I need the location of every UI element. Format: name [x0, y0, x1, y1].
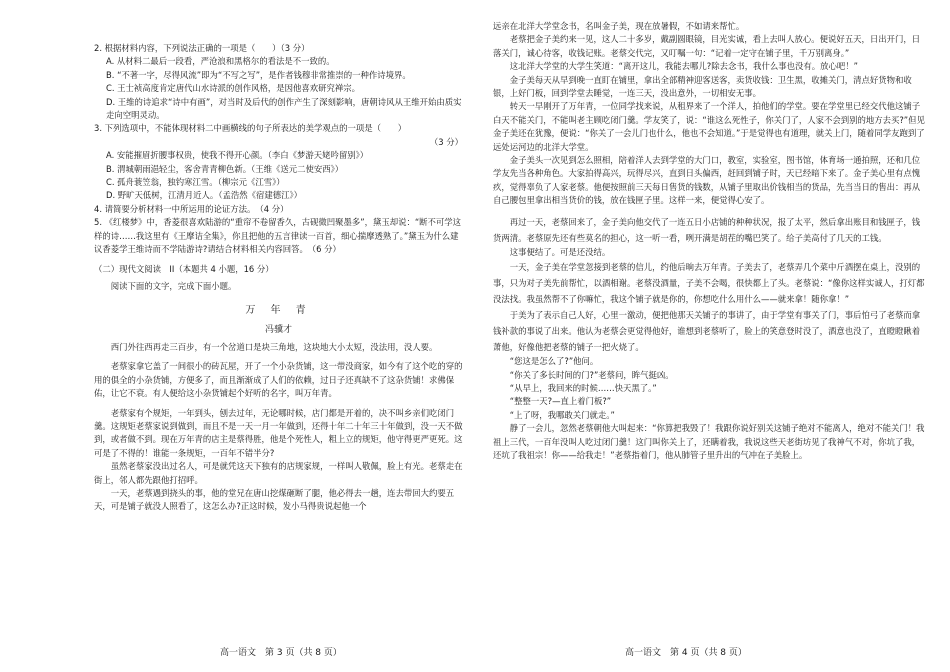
question-3-option-b: B. 渭城朝雨浥轻尘，客舍青青柳色新。（王维《送元二使安西》）: [106, 163, 344, 174]
story-paragraph-5: 一天，老蔡遇到挠头的事，他的堂兄在唐山挖煤砸断了腿，他必得去一趟，连去带回大约要五天，可是铺子就没人照看了，这怎么办?正这时候，发小马得贵说起他一个: [94, 487, 455, 512]
story-paragraph-16: 静了一会儿，忽然老蔡朝他大叫起来：“你算把我毁了！我跟你说好别关这铺子绝对不能离人，绝对不能关门！我祖上三代，一百年没叫人吃过闭门羹！这门叫你关上了，还瞒着我，我说这些天老街坊见了我神气不对，你坑了我，还坑了我祖宗！你——给我走！”老蔡指着门，他从肺管子里升出的气冲在子美脸上。: [493, 423, 925, 460]
story-title: 万 年 青: [245, 304, 312, 316]
dialogue-line-2: “你关了多长时间的门?”老蔡问，眸气挺凶。: [509, 369, 674, 380]
section-heading: （二）现代文阅读 II（本题共 4 小题，16 分）: [94, 263, 274, 274]
story-paragraph-3: 老蔡家有个规矩，一年到头，刨去过年，无论哪时候，店门都是开着的，决不叫乡亲们吃闭门羹。这规矩老蔡家说到做到，而且不是一天一月一年做到，还得十年二十年三十年做到，没一天不做到，或者做不到。现在万年青的店主是蔡得胜，他是个死性人，粗上立的规矩，他守得更严更死。这可是了不得的！谁能一条规矩，一百年不错半分?: [94, 407, 463, 458]
story-paragraph-15: 于美为了表示自己人好，心里一激动，便把他那天关铺子的事讲了，由于学堂有事关了门，事后怕弓了老蔡而拿钱补款的事说了出来。他认为老蔡会更觉得他好，谁想到老蔡听了，脸上的笑意登时没了，酒意也没了，直瞪瞪瞅着萧他，好像他把老蔡的铺子一把火烧了。: [493, 310, 921, 353]
dialogue-line-5: “上了呀，我哪敢关门就走。”: [509, 409, 615, 420]
question-2-option-a: A. 从材料二最后一段看，严沧浪和黑格尔的看法是不一致的。: [106, 56, 335, 67]
story-paragraph-10: 转天一早刚开了万年青，一位同学找来说，从租界来了一个洋人，拍他们的学堂。要在学堂里已经交代他这铺子白天不能关门，不能叫老主顾吃闭门羹。学友笑了，说：“谁这么死性子，你关门了，人家不会到别的地方去买?”但见金子美还在犹豫，便说：“你关了一会儿门也什么，他也不会知道。”于是觉得也有道理，就关上门，随着同学友跑到了远处运河边的北洋大学堂。: [493, 101, 925, 152]
story-paragraph-6: 远亲在北洋大学堂念书，名叫金子美，现在放暑假，不如请来帮忙。: [493, 21, 745, 31]
question-3: 3. 下列选项中，不能体现材料二中画横线的句子所表达的美学观点的一项是（ ）: [94, 123, 407, 134]
story-paragraph-7: 老蔡把金子美约来一见，这人二十多岁，戴副圆眼镜，目光实诚，看上去叫人放心。便说好五天，日出开门，日落关门，诚心待客，收钱记账。老蔡交代完，又叮嘱一句：“记着一定守在铺子里，千万别离身。”: [493, 34, 921, 58]
question-2: 2. 根据材料内容，下列说法正确的一项是（ ）（3 分）: [94, 43, 310, 53]
question-2-option-d: D. 王维的诗追求“诗中有画”，对当时及后代的创作产生了深刻影响，唐朝诗风从王维开始由质实走向空明灵动。: [106, 96, 462, 121]
question-2-option-c: C. 王士祯高度肯定唐代山水诗派的创作风格，是因他喜欢研究禅宗。: [106, 83, 361, 94]
story-paragraph-11: 金子美头一次见到怎么照相，陪着洋人去到学堂的大门口，教室，实验室，图书馆，体育场一通拍照，还和几位学友先当各种角色。大家拍得高兴，玩得尽兴，直到日头偏西，赶回到铺子时，天已经暗下来了。金子美心里有点愧疚，觉得辜负了人家老蔡。他便按照前三天每日售货的钱数，从铺子里取出价钱相当的货品，先当当日的售出：再从自己腰包里拿出相当货价的钱，放在钱匣子里。这样一来，便觉得心安了。: [493, 155, 921, 206]
dialogue-line-1: “您这是怎么了?”他问。: [509, 356, 599, 367]
reading-instruction: 阅读下面的文字，完成下面小题。: [110, 280, 237, 291]
question-3-option-d: D. 野旷天低树，江清月近人。（孟浩然《宿建德江》）: [106, 190, 303, 201]
story-paragraph-2: 老蔡家拿它盖了一间很小的砖瓦屋，开了一个小杂货铺，这一带没商家，如今有了这个吃的穿的用的俱全的小杂货铺，方便多了，而且渐渐成了人们的依赖，过日子还真缺不了这杂货铺！求佛保佑，让它不衰。有人便给这小杂货铺起个好听的名字，叫万年青。: [94, 361, 463, 399]
story-paragraph-14: 一天，金子美在学堂忽接到老蔡的信儿，约他后晌去万年青。子美去了，老蔡弄几个菜中斤酒摆在桌上，没别的事，只为对子美先前帮忙，以酒相谢。老蔡没酒量，子美不会喝，很快都上了头。老蔡说：“像你这样实诚人，打灯都没法找。我虽然帮不了你嘛忙，我这个铺子就是你的，你想吃什么用什么——就来拿！随你拿！”: [493, 262, 925, 305]
question-3-option-c: C. 孤舟蓑笠翁，独钓寒江雪。（柳宗元《江雪》）: [106, 177, 285, 188]
page-footer-left: 高一语文 第 3 页（共 8 页）: [220, 648, 342, 658]
story-paragraph-9: 金子美每天从早到晚一直盯在铺里，拿出全部精神迎客送客，卖货收钱：卫生黑，收摊关门，清点好货物和收银，上好门板，回到学堂去睡觉，一连三天，没出意外，一切相安无事。: [493, 74, 912, 99]
question-3-option-a: A. 安能摧眉折腰事权贵，使我不得开心颜。（李白《梦游天姥吟留别》）: [106, 150, 369, 161]
question-5: 5. 《红楼梦》中，香菱很喜欢陆游的“重帘不卷留香久，古砚微凹聚墨多”，黛玉却说：“断不可学这样的诗……我这里有《王摩诘全集》，你且把他的五言律读一百首，细心揣摩透熟了。”黛玉为什么建议香菱学王维诗而不学陆游诗?请结合材料相关内容回答。 （6 分）: [94, 217, 462, 255]
story-paragraph-8: 这北洋大学堂的大学生笑道：“离开这儿，我能去哪儿?除去念书，我什么事也没有。放心吧！”: [509, 61, 858, 72]
story-paragraph-1: 西门外往西再走三百步，有一个岔道口是块三角地，这块地大小太短，没法用，没人要。: [110, 341, 438, 352]
question-4: 4. 请简要分析材料一中所运用的论证方法。 （4 分）: [94, 203, 289, 214]
story-paragraph-4: 虽然老蔡家没出过名人，可是就凭这天下独有的店规家规，一样叫人敬佩，脸上有光。老蔡走在街上，邻人都先跟他打招呼。: [94, 461, 463, 485]
story-paragraph-12: 再过一天，老蔡回来了，金子美向他交代了一连五日小店铺的种种状况，报了太平，然后拿出账目和钱匣子，钱货两清。老蔡原先还有些莫名的担心，这一听一看，咧开满是胡茬的嘴巴笑了。给子美高付了几天的工钱。: [493, 216, 921, 243]
page-footer-right: 高一语文 第 4 页（共 8 页）: [625, 648, 747, 658]
story-paragraph-13: 这事便结了。可是还没结。: [509, 246, 611, 257]
story-author: 冯骥才: [264, 324, 292, 335]
dialogue-line-3: “从早上，我回来的时候……快天黑了。”: [509, 382, 657, 393]
dialogue-line-4: “整整一天?—直上着门板?”: [509, 396, 612, 407]
question-3-score: （3 分）: [429, 136, 463, 147]
right-page: [475, 0, 950, 672]
question-2-option-b: B. “不著一字，尽得风流”即为“不写之写”，是作者钱穆非常推崇的一种作诗境界。: [106, 69, 411, 80]
